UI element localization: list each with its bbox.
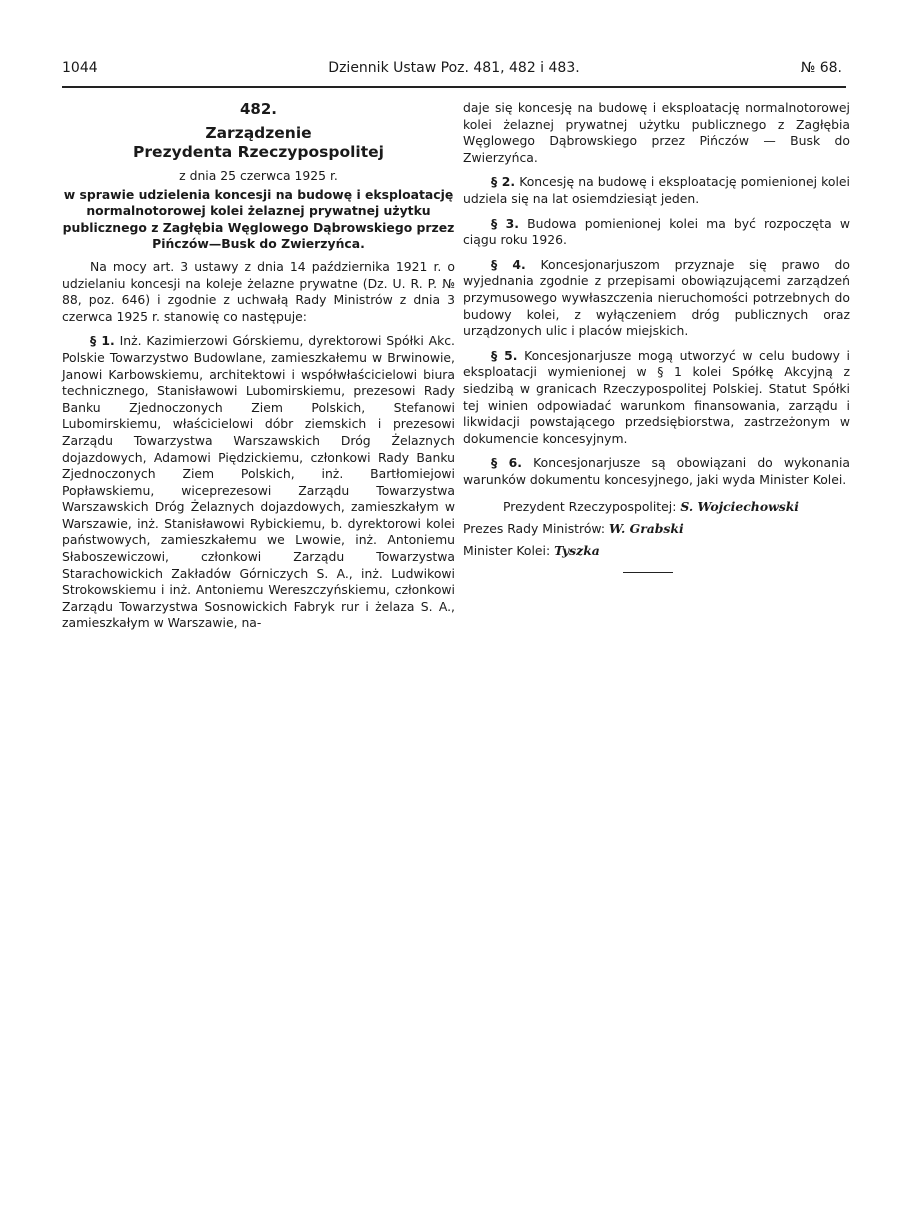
act-number: 482. — [239, 100, 277, 118]
preamble: Na mocy art. 3 ustawy z dnia 14 października 1921 r. o udzielaniu koncesji na koleje żelazne prywatne (Dz. U. R. P. № 88, poz. 646) i zgodnie z uchwałą Rady Ministrów z dnia 3 czerwca 1925 r. stanowię co następuje: — [62, 258, 455, 324]
signature-name: W. Grabski — [609, 521, 684, 537]
section-2-text: Koncesję na budowę i eksploatację pomienionej kolei udziela się na lat osiemdziesiąt jeden. — [463, 174, 850, 206]
section-4-label: § 4. — [491, 256, 526, 272]
signature-role: Prezes Rady Ministrów: — [463, 521, 606, 537]
signature-role: Prezydent Rzeczypospolitej: — [503, 499, 677, 515]
signature-minister — [463, 540, 850, 562]
signature-role: Minister Kolei: — [463, 543, 551, 559]
signature-name: S. Wojciechowski — [680, 499, 800, 515]
section-5-label: § 5. — [491, 347, 518, 363]
issue-number: № 68. — [800, 60, 842, 76]
act-date: z dnia 25 czerwca 1925 r. — [179, 168, 338, 183]
section-5 — [463, 348, 850, 448]
left-column — [62, 100, 455, 632]
signature-president — [463, 496, 850, 518]
section-1-continuation: daje się koncesję na budowę i eksploatację normalnotorowej kolei żelaznej prywatnej użytku publicznego z Zagłębia Węglowego Dąbrowskiego przez Pińczów — Busk do Zwierzyńca. — [463, 100, 850, 165]
section-6 — [463, 455, 850, 488]
section-5-text: Koncesjonarjusze mogą utworzyć w celu budowy i eksploatacji wymienionej w § 1 kolei Spółkę Akcyjną z siedzibą w granicach Rzeczypospolitej Polskiej. Statut Spółki tej winien odpowiadać warunkom finansowania, zarządu i likwidacji powstającego przedsiębiorstwa, zastrzeżonym w dokumencie koncesyjnym. — [463, 347, 850, 446]
act-title-line2: Prezydenta Rzeczypospolitej — [133, 143, 384, 161]
section-1-text: Inż. Kazimierzowi Górskiemu, dyrektorowi Spółki Akc. Polskie Towarzystwo Budowlane, zamieszkałemu w Brwinowie, Janowi Karbowskiemu, architektowi i współwłaścicielowi biura technicznego, Stanisławowi Lubomirskiemu, prezesowi Rady Banku Zjednoczonych Ziem Polskich, Stefanowi Lubomirskiemu, właścicielowi dóbr ziemskich i prezesowi Zarządu Towarzystwa Warszawskich Dróg Żelaznych dojazdowych, Adamowi Piędzickiemu, członkowi Rady Banku Zjednoczonych Ziem Polskich, inż. Bartłomiejowi Popławskiemu, wiceprezesowi Zarządu Towarzystwa Warszawskich Dróg Żelaznych dojazdowych, zamieszkałym w Warszawie, inż. Stanisławowi Rybickiemu, b. dyrektorowi kolei państwowych, zamieszkałemu we Lwowie, inż. Antoniemu Słaboszewiczowi, członkowi Zarządu Towarzystwa Starachowickich Zakładów Górniczych S. A., inż. Ludwikowi Strokowskiemu i inż. Antoniemu Wereszczyńskiemu, członkowi Zarządu Towarzystwa Sosnowickich Fabryk rur i żelaza S. A., zamieszkałym w Warszawie, na- — [62, 333, 455, 631]
right-column — [463, 100, 850, 573]
section-3-text: Budowa pomienionej kolei ma być rozpoczęta w ciągu roku 1926. — [463, 215, 850, 248]
page-header — [62, 60, 846, 82]
end-rule — [623, 572, 673, 573]
section-1-label: § 1. — [90, 333, 115, 349]
page-number: 1044 — [62, 60, 98, 76]
section-4 — [463, 257, 850, 340]
section-6-text: Koncesjonarjusze są obowiązani do wykonania warunków dokumentu koncesyjnego, jaki wyda Minister Kolei. — [463, 455, 850, 487]
signature-name: Tyszka — [554, 543, 600, 559]
section-6-label: § 6. — [491, 455, 522, 471]
section-3 — [463, 216, 850, 249]
act-title-line1: Zarządzenie — [205, 124, 312, 142]
journal-title: Dziennik Ustaw Poz. 481, 482 i 483. — [328, 60, 580, 76]
section-2-label: § 2. — [491, 174, 516, 190]
signature-prime-minister — [463, 518, 850, 540]
section-3-label: § 3. — [491, 215, 519, 231]
signatures — [463, 496, 850, 562]
act-subject: w sprawie udzielenia koncesji na budowę i eksploatację normalnotorowej kolei żelaznej prywatnej użytku publicznego z Zagłębia Węglowego Dąbrowskiego przez Pińczów—Busk do Zwierzyńca. — [62, 186, 455, 252]
section-1 — [62, 333, 455, 632]
section-2 — [463, 174, 850, 207]
section-4-text: Koncesjonarjuszom przyznaje się prawo do wyjednania zgodnie z przepisami obowiązującemi zarządzeń przymusowego wywłaszczenia nieruchomości potrzebnych do budowy kolei, z wyłączeniem dróg publicznych oraz urządzonych ulic i placów miejskich. — [463, 256, 850, 339]
header-rule — [62, 86, 846, 88]
